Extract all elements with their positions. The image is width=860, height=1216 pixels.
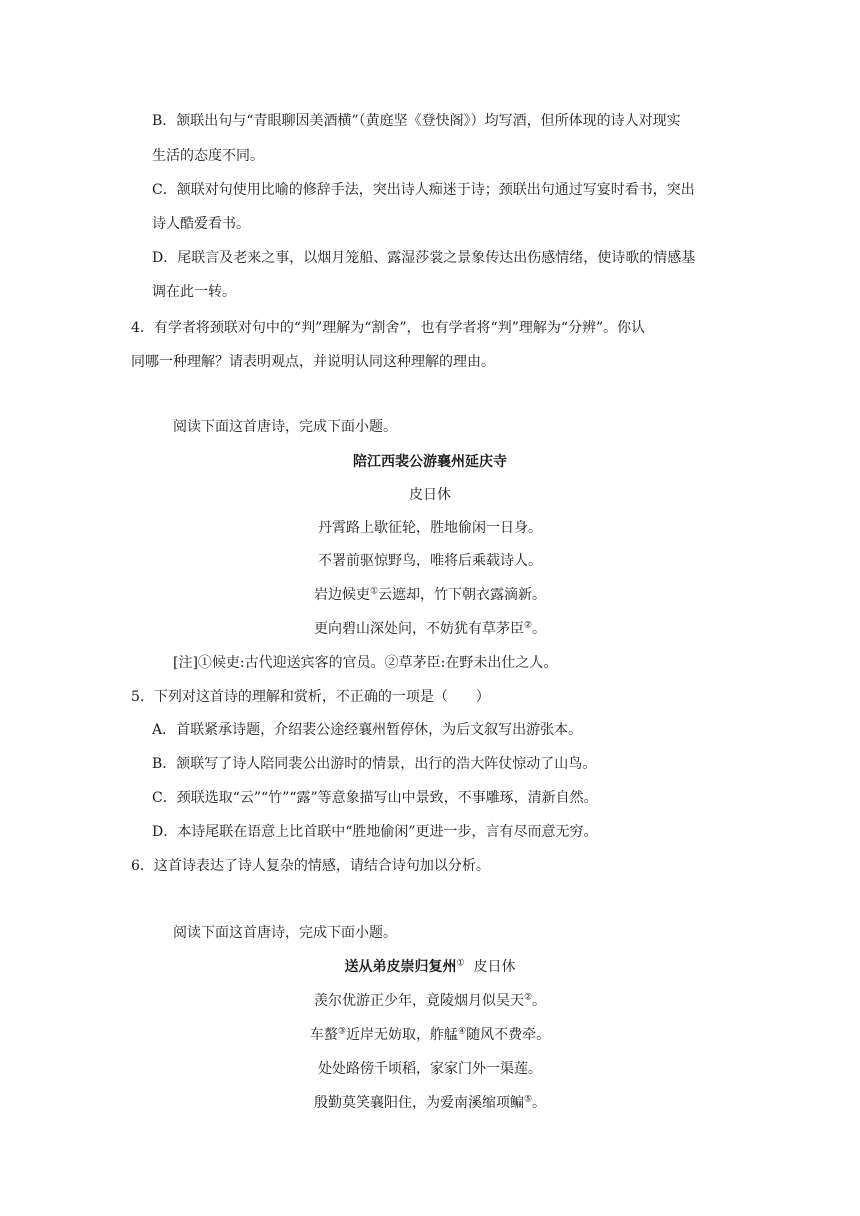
section2-poem-line3 [0,585,860,605]
section3-intro: 阅读下面这首唐诗，完成下面小题。 [173,925,397,941]
section3-poem-line2-part1: 车螯 [309,1027,338,1043]
section2-poem-author: 皮日休 [409,487,451,503]
q3-option-b-line2: 生活的态度不同。 [152,148,264,164]
q6-stem: 6．这首诗表达了诗人复杂的情感，请结合诗句加以分析。 [131,858,490,874]
section3-poem-line1-part1: 羡尔优游正少年，竟陵烟月似吴天 [313,993,524,1009]
q3-option-c-line1: C．颔联对句使用比喻的修辞手法，突出诗人痴迷于诗；颈联出句通过写宴时看书，突出 [152,182,695,198]
section2-poem-title: 陪江西裴公游襄州延庆寺 [353,454,507,470]
q3-option-c-line2: 诗人酷爱看书。 [152,216,250,232]
q5-option-d: D．本诗尾联在语意上比首联中“胜地偷闲”更进一步，言有尽而意无穷。 [152,824,598,840]
section3-poem-line4-part2: 。 [532,1095,547,1111]
section2-poem-line1: 丹霄路上歇征轮，胜地偷闲一日身。 [318,520,542,536]
q5-option-c: C．颈联选取“云”“竹”“露”等意象描写山中景致，不事雕琢，清新自然。 [152,790,598,806]
q5-stem: 5．下列对这首诗的理解和赏析，不正确的一项是（ ） [131,689,490,705]
footnote-marker-2: ② [523,620,533,631]
section2-intro: 阅读下面这首唐诗，完成下面小题。 [173,419,397,435]
q4-stem-line1: 4．有学者将颈联对句中的“判”理解为“割舍”，也有学者将“判”理解为“分辨”。你认 [131,320,646,336]
section3-poem-line4-part1: 殷勤莫笑襄阳住，为爱南溪缩项鳊 [313,1095,524,1111]
section3-poem-author: 皮日休 [473,959,516,975]
footnote-marker-4: ④ [458,1026,467,1037]
section3-poem-line2 [0,1025,860,1045]
section3-poem-line3: 处处路傍千顷稻，家家门外一渠莲。 [318,1061,542,1077]
q3-option-d-line1: D．尾联言及老来之事，以烟月笼船、露湿莎裳之景象传达出伤感情绪，使诗歌的情感基 [152,250,696,266]
q3-option-d-line2: 调在此一转。 [152,284,236,300]
section3-poem-title: 送从弟皮崇归复州 [344,959,457,975]
footnote-marker-1: ① [456,958,465,969]
section2-poem-line3-part1: 岩边候吏 [313,587,370,603]
footnote-marker-1: ① [369,586,379,597]
footnote-marker-2: ② [523,992,533,1003]
section2-poem-line3-part2: 云遮却，竹下朝衣露滴新。 [378,587,547,603]
section3-poem-line4 [0,1093,860,1113]
q4-stem-line2: 同哪一种理解？请表明观点，并说明认同这种理解的理由。 [131,354,495,370]
section3-poem-heading [0,957,860,977]
q5-option-a: A．首联紧承诗题，介绍裴公途经襄州暂停休，为后文叙写出游张本。 [152,722,583,738]
section3-poem-line1 [0,991,860,1011]
section2-note: [注]①候吏:古代迎送宾客的官员。②草茅臣:在野未出仕之人。 [173,655,558,671]
section3-poem-line1-part2: 。 [532,993,547,1009]
q3-option-b-line1: B．颔联出句与“青眼聊因美酒横”（黄庭坚《登快阁》）均写酒，但所体现的诗人对现实 [152,113,681,129]
section3-poem-line2-part2: 近岸无妨取，舴艋 [346,1027,458,1043]
section2-poem-line2: 不署前驱惊野鸟，唯将后乘载诗人。 [318,553,542,569]
footnote-marker-3: ③ [337,1026,346,1037]
q5-option-b: B．颔联写了诗人陪同裴公出游时的情景，出行的浩大阵仗惊动了山鸟。 [152,756,597,772]
section2-poem-line4-part2: 。 [532,621,547,637]
section3-poem-line2-part3: 随风不费牵。 [466,1027,551,1043]
footnote-marker-5: ⑤ [523,1094,533,1105]
section2-poem-line4-part1: 更向碧山深处问，不妨犹有草茅臣 [313,621,524,637]
section2-poem-line4 [0,619,860,639]
